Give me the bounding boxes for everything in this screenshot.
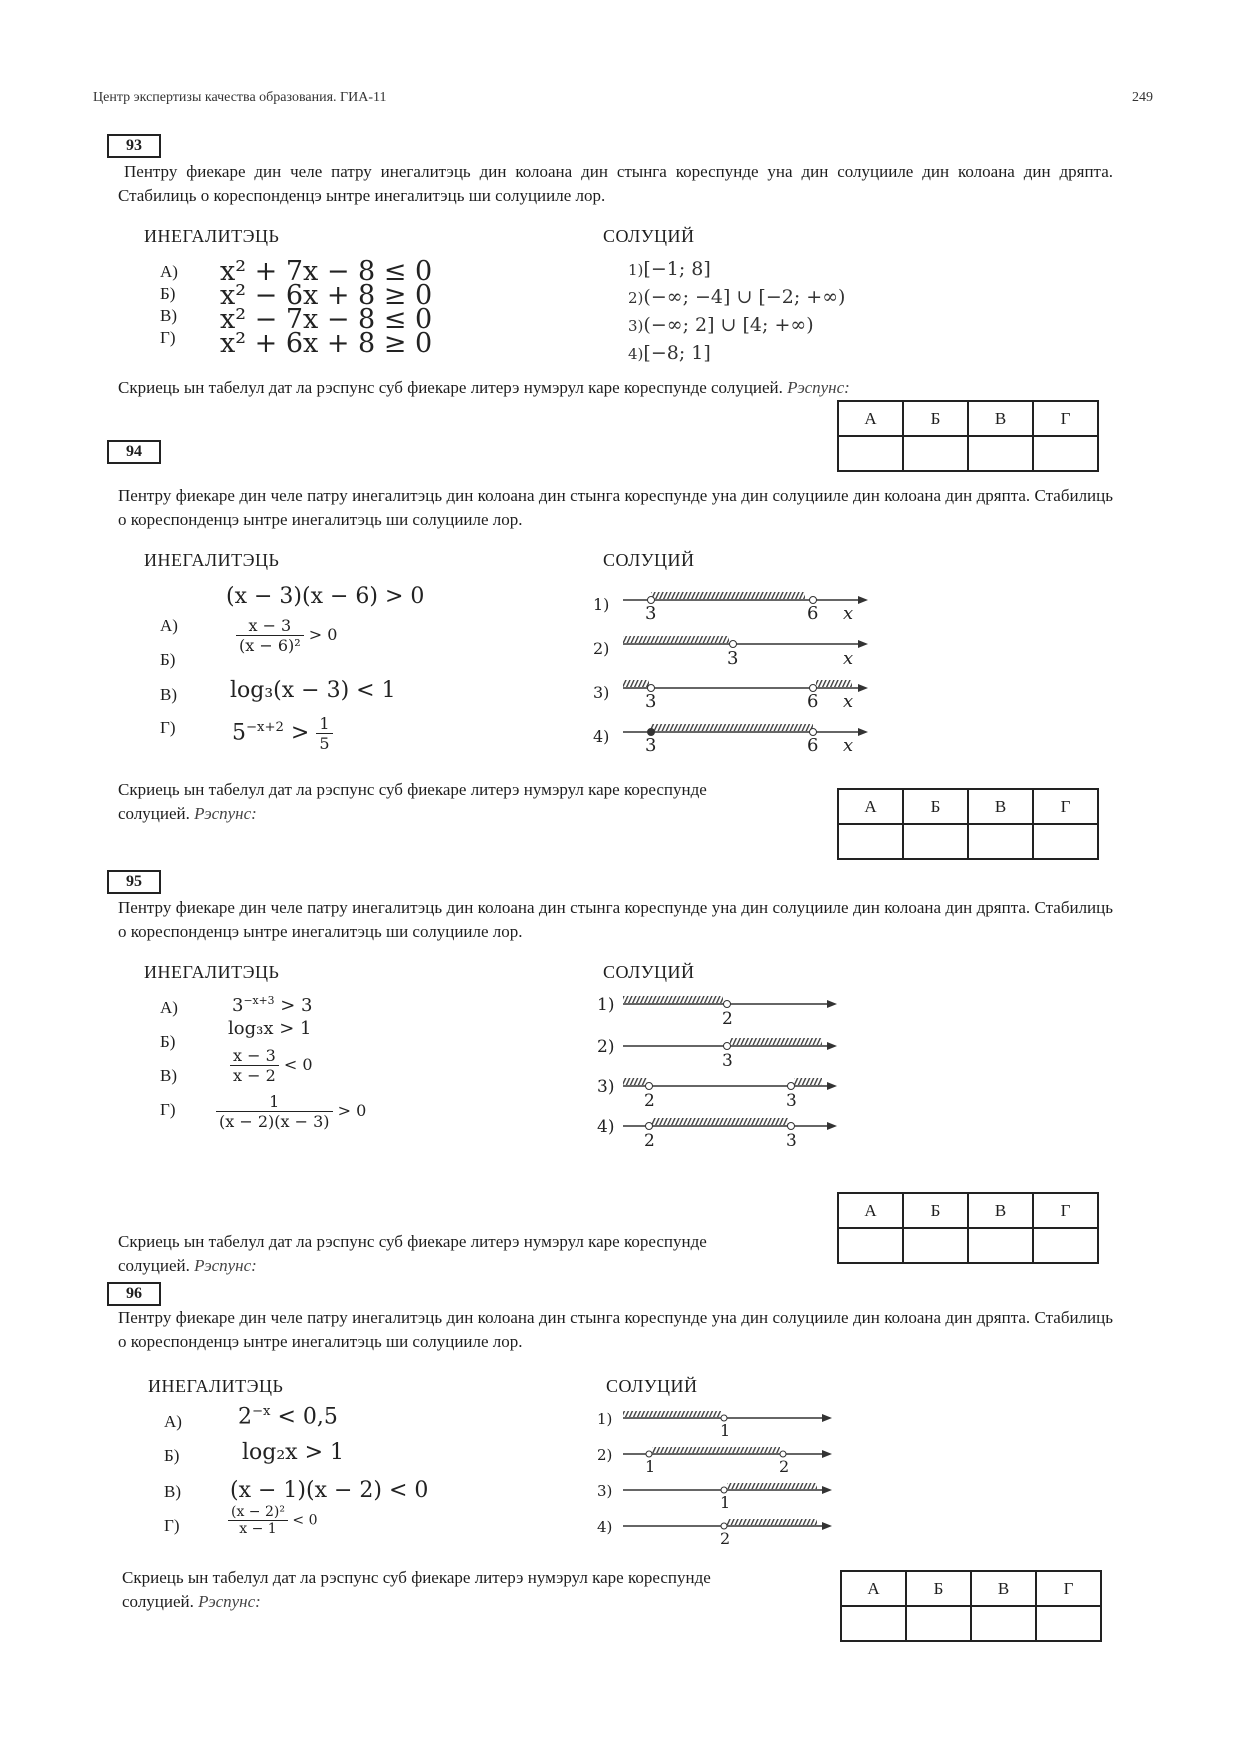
inequality-expression: x² + 6x + 8 ≥ 0 xyxy=(220,328,433,359)
answer-header: Б xyxy=(903,401,968,436)
inequality-expression: $\frac{1}{(x - 2)(x - 3)}$ > 0 xyxy=(216,1092,366,1131)
answer-header: Г xyxy=(1033,789,1098,824)
answer-cell[interactable] xyxy=(838,824,903,859)
inequality-expression: x² + 7x − 8 ≤ 0 xyxy=(220,256,433,287)
svg-text:x: x xyxy=(843,603,854,624)
solutions-heading: СОЛУЦИЙ xyxy=(603,226,695,246)
problem-text: Пентру фиекаре дин челе патру инегалитэць дин колоана дин стынга кореспунде уна дин солуцииле дин колоана дин дряпта. Стабилиць о кореспонденцэ ынтре инегалитэць ши солуцииле лор. xyxy=(118,486,1113,529)
solutions-heading: СОЛУЦИЙ xyxy=(606,1376,698,1396)
answer-cell[interactable] xyxy=(1036,1606,1101,1641)
svg-text:3: 3 xyxy=(727,648,739,669)
inequality-letter: В) xyxy=(164,1482,181,1501)
svg-text:2: 2 xyxy=(779,1457,790,1476)
answer-instruction: Скриець ын табелул дат ла рэспунс суб фиекаре литерэ нумэрул каре кореспунде солуцией. Рэспунс: xyxy=(118,780,707,823)
svg-text:4): 4) xyxy=(597,1117,615,1137)
answer-table xyxy=(837,1192,1099,1264)
answer-instruction: Скриець ын табелул дат ла рэспунс суб фиекаре литерэ нумэрул каре кореспунде солуцией. Рэспунс: xyxy=(118,378,850,397)
inequality-expression: $\frac{\text{(x − 2)²}}{x - 1}$ < 0 xyxy=(228,1504,318,1537)
solution-number-lines xyxy=(593,586,873,766)
inequality-expression: $\frac{x - 3}{x - 2}$ < 0 xyxy=(230,1046,313,1085)
answer-header: А xyxy=(838,789,903,824)
svg-text:2): 2) xyxy=(593,639,610,658)
svg-text:3: 3 xyxy=(645,735,657,756)
svg-text:4): 4) xyxy=(597,1518,613,1536)
svg-text:x: x xyxy=(843,691,854,712)
inequality-expression: (x − 3)(x − 6) > 0 xyxy=(226,584,425,609)
solution-item: 2)(−∞; −4] ∪ [−2; +∞) xyxy=(628,286,846,308)
answer-cell[interactable] xyxy=(1033,436,1098,471)
solution-number-lines xyxy=(597,992,847,1172)
svg-text:1: 1 xyxy=(645,1457,656,1476)
inequality-expression: (x − 1)(x − 2) < 0 xyxy=(230,1478,429,1503)
answer-cell[interactable] xyxy=(903,824,968,859)
answer-table xyxy=(840,1570,1102,1642)
inequality-letter: А) xyxy=(160,998,178,1017)
inequality-letter: Б) xyxy=(160,1032,176,1051)
svg-text:1): 1) xyxy=(597,995,615,1015)
inequalities-heading: ИНЕГАЛИТЭЦЬ xyxy=(144,550,280,570)
inequality-expression: log₃(x − 3) < 1 xyxy=(230,678,396,703)
answer-header: Г xyxy=(1033,1193,1098,1228)
answer-cell[interactable] xyxy=(838,436,903,471)
answer-table xyxy=(837,788,1099,860)
inequality-letter: Г) xyxy=(160,1100,176,1119)
problem-text: Пентру фиекаре дин челе патру инегалитэць дин колоана дин стынга кореспунде уна дин солуцииле дин колоана дин дряпта. Стабилиць о кореспонденцэ ынтре инегалитэць ши солуцииле лор. xyxy=(118,898,1113,941)
answer-header: А xyxy=(838,401,903,436)
answer-header: Г xyxy=(1036,1571,1101,1606)
svg-text:2): 2) xyxy=(597,1037,615,1057)
svg-text:6: 6 xyxy=(807,691,819,712)
svg-text:2: 2 xyxy=(722,1009,733,1029)
answer-header: Б xyxy=(903,789,968,824)
inequality-letter: В) xyxy=(160,306,177,325)
answer-header: В xyxy=(968,789,1033,824)
answer-header: В xyxy=(968,1193,1033,1228)
answer-cell[interactable] xyxy=(841,1606,906,1641)
answer-cell[interactable] xyxy=(838,1228,903,1263)
solution-item: 1)[−1; 8] xyxy=(628,258,711,280)
answer-cell[interactable] xyxy=(1033,824,1098,859)
svg-text:4): 4) xyxy=(593,727,610,746)
inequality-letter: В) xyxy=(160,685,177,704)
inequality-expression: log₂x > 1 xyxy=(242,1440,345,1465)
svg-text:6: 6 xyxy=(807,735,819,756)
answer-cell[interactable] xyxy=(971,1606,1036,1641)
svg-text:2: 2 xyxy=(720,1529,731,1548)
svg-text:3: 3 xyxy=(786,1131,797,1151)
svg-text:1): 1) xyxy=(597,1410,613,1428)
svg-text:3: 3 xyxy=(645,691,657,712)
answer-table xyxy=(837,400,1099,472)
solutions-heading: СОЛУЦИЙ xyxy=(603,550,695,570)
svg-text:3: 3 xyxy=(722,1051,733,1071)
inequality-letter: Б) xyxy=(160,650,176,669)
inequality-expression: $\frac{x - 3}{\text{(x − 6)²}}$ > 0 xyxy=(236,616,337,655)
inequality-letter: А) xyxy=(164,1412,182,1431)
problem-number: 93 xyxy=(107,134,161,158)
svg-text:3): 3) xyxy=(593,683,610,702)
inequality-letter: Г) xyxy=(160,718,176,737)
problem-text: Пентру фиекаре дин челе патру инегалитэць дин колоана дин стынга кореспунде уна дин солуцииле дин колоана дин дряпта. Стабилиць о кореспонденцэ ынтре инегалитэць ши солуцииле лор. xyxy=(118,162,1113,205)
solutions-heading: СОЛУЦИЙ xyxy=(603,962,695,982)
answer-cell[interactable] xyxy=(903,436,968,471)
problem-number: 94 xyxy=(107,440,161,464)
svg-text:6: 6 xyxy=(807,603,819,624)
answer-instruction: Скриець ын табелул дат ла рэспунс суб фиекаре литерэ нумэрул каре кореспунде солуцией. Рэспунс: xyxy=(122,1568,711,1611)
answer-header: А xyxy=(841,1571,906,1606)
inequality-letter: В) xyxy=(160,1066,177,1085)
inequality-expression: log₃x > 1 xyxy=(228,1018,312,1039)
svg-text:x: x xyxy=(843,735,854,756)
svg-text:3: 3 xyxy=(645,603,657,624)
page-number: 249 xyxy=(1132,90,1153,105)
answer-header: В xyxy=(971,1571,1036,1606)
inequality-letter: Г) xyxy=(160,328,176,347)
inequality-letter: Б) xyxy=(164,1446,180,1465)
problem-text: Пентру фиекаре дин челе патру инегалитэць дин колоана дин стынга кореспунде уна дин солуцииле дин колоана дин дряпта. Стабилиць о кореспонденцэ ынтре инегалитэць ши солуцииле лор. xyxy=(118,1308,1113,1351)
svg-text:2): 2) xyxy=(597,1446,613,1464)
answer-cell[interactable] xyxy=(903,1228,968,1263)
solution-item: 3)(−∞; 2] ∪ [4; +∞) xyxy=(628,314,814,336)
answer-cell[interactable] xyxy=(906,1606,971,1641)
svg-text:2: 2 xyxy=(644,1131,655,1151)
solution-item: 4)[−8; 1] xyxy=(628,342,711,364)
inequality-expression: $2^{-x} < 0,5$ xyxy=(238,1404,338,1430)
inequality-expression: x² − 6x + 8 ≥ 0 xyxy=(220,280,433,311)
inequality-letter: Б) xyxy=(160,284,176,303)
svg-text:3: 3 xyxy=(786,1091,797,1111)
answer-header: В xyxy=(968,401,1033,436)
svg-text:3): 3) xyxy=(597,1077,615,1097)
inequality-expression: $3^{-x+3} > 3$ xyxy=(232,994,313,1016)
problem-number: 96 xyxy=(107,1282,161,1306)
answer-cell[interactable] xyxy=(968,1228,1033,1263)
inequality-letter: А) xyxy=(160,262,178,281)
answer-header: Г xyxy=(1033,401,1098,436)
page-header-title: Центр экспертизы качества образования. ГИА-11 xyxy=(93,90,387,105)
answer-cell[interactable] xyxy=(968,824,1033,859)
inequalities-heading: ИНЕГАЛИТЭЦЬ xyxy=(148,1376,284,1396)
inequality-expression: x² − 7x − 8 ≤ 0 xyxy=(220,304,433,335)
svg-text:1: 1 xyxy=(720,1493,731,1512)
svg-text:x: x xyxy=(843,648,854,669)
svg-text:2: 2 xyxy=(644,1091,655,1111)
inequality-letter: Г) xyxy=(164,1516,180,1535)
inequalities-heading: ИНЕГАЛИТЭЦЬ xyxy=(144,962,280,982)
answer-header: Б xyxy=(906,1571,971,1606)
answer-instruction: Скриець ын табелул дат ла рэспунс суб фиекаре литерэ нумэрул каре кореспунде солуцией. Рэспунс: xyxy=(118,1232,707,1275)
answer-cell[interactable] xyxy=(968,436,1033,471)
answer-header: Б xyxy=(903,1193,968,1228)
inequality-expression: $5^{-x+2}$ > $\frac{1}{5}$ xyxy=(232,714,333,753)
inequality-letter: А) xyxy=(160,616,178,635)
solution-number-lines xyxy=(597,1408,837,1558)
svg-text:1: 1 xyxy=(720,1421,731,1440)
solution-index: 1) xyxy=(593,595,610,614)
answer-cell[interactable] xyxy=(1033,1228,1098,1263)
inequalities-heading: ИНЕГАЛИТЭЦЬ xyxy=(144,226,280,246)
svg-text:3): 3) xyxy=(597,1482,613,1500)
answer-header: А xyxy=(838,1193,903,1228)
problem-number: 95 xyxy=(107,870,161,894)
